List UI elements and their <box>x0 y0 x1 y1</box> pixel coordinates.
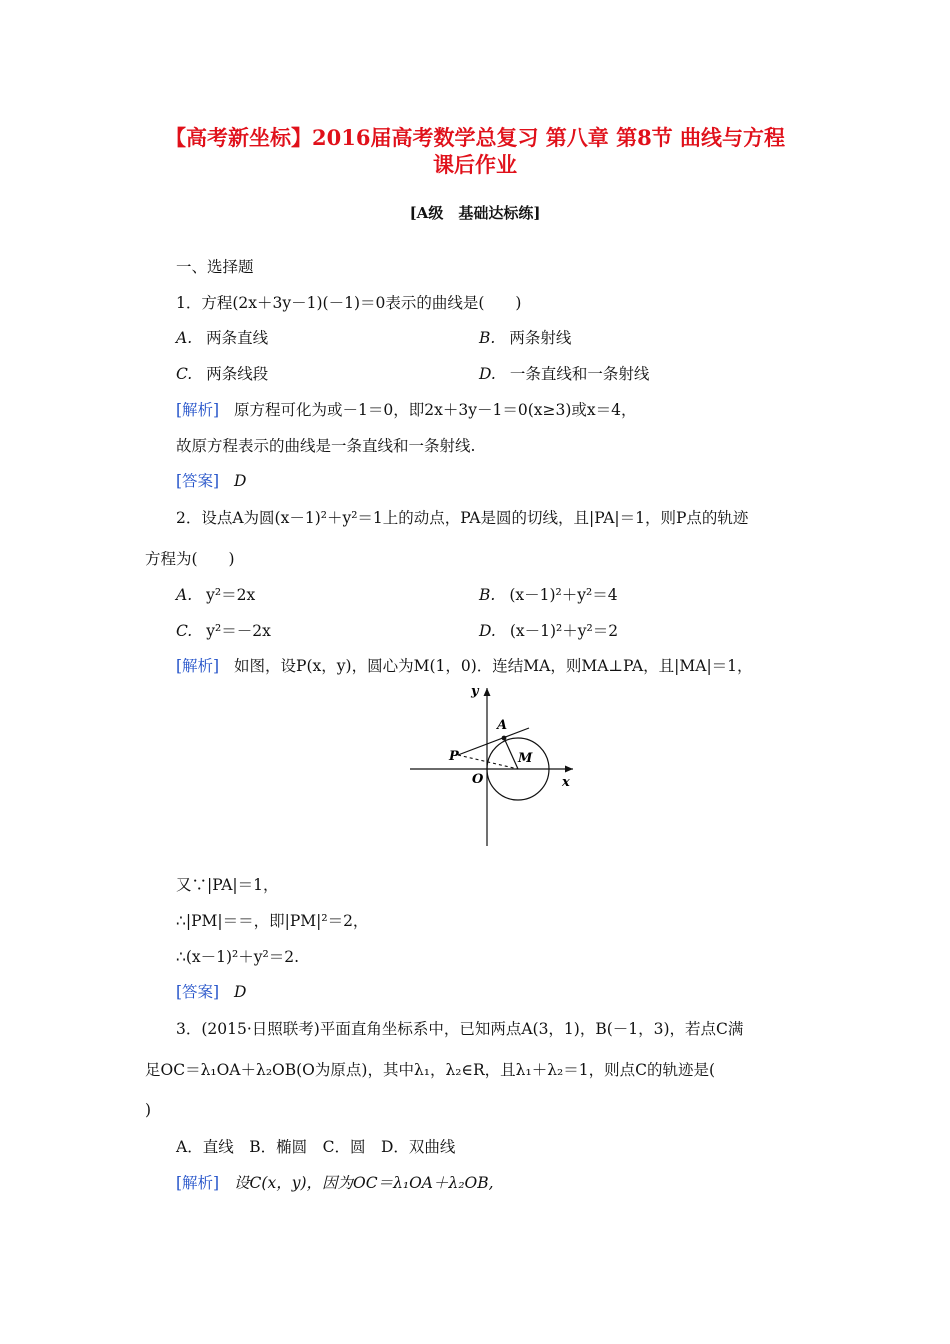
q3-stem-line3: ) <box>145 1101 152 1119</box>
q3-analysis-text: 设C(x，y)，因为OC＝λ₁OA＋λ₂OB, <box>234 1174 494 1192</box>
q1-option-d <box>479 363 649 385</box>
q2-analysis <box>176 655 753 677</box>
q2-stem-line2: 方程为( ) <box>145 550 235 568</box>
point-a <box>502 736 507 741</box>
q1-analysis-tag: [解析] <box>176 401 220 419</box>
q1-option-a-text: 两条直线 <box>206 329 269 347</box>
q1-option-b-text: 两条射线 <box>509 329 572 347</box>
q2-stem: 2．设点A为圆(x－1)²＋y²＝1上的动点，PA是圆的切线，且|PA|＝1，则P点的轨迹 <box>176 509 749 527</box>
x-axis-arrow <box>565 766 573 773</box>
q3-stem-line2: 足OC＝λ₁OA＋λ₂OB(O为原点)，其中λ₁，λ₂∈R，且λ₁＋λ₂＝1，则点C的轨迹是( <box>145 1061 716 1079</box>
q2-option-d-letter: D. <box>479 622 496 640</box>
q2-step-3: ∴(x－1)²＋y²＝2. <box>176 948 300 966</box>
q1-option-c-letter: C. <box>176 365 193 383</box>
q2-option-b-text: (x－1)²＋y²＝4 <box>509 586 618 604</box>
q2-answer-tag: [答案] <box>176 983 220 1001</box>
x-axis-label: x <box>562 775 570 790</box>
q1-option-a-letter: A. <box>176 329 193 347</box>
q2-option-b-letter: B. <box>479 586 496 604</box>
q1-option-c-text: 两条线段 <box>206 365 269 383</box>
level-heading: [A级 基础达标练] <box>409 204 541 222</box>
origin-label: O <box>472 772 484 787</box>
q2-answer <box>176 981 246 1003</box>
q2-option-c <box>176 620 271 642</box>
dashed-pm <box>458 755 518 769</box>
q1-option-d-text: 一条直线和一条射线 <box>509 365 650 383</box>
q1-option-d-letter: D. <box>479 365 496 383</box>
q1-option-b-letter: B. <box>479 329 496 347</box>
q3-options: A．直线 B．椭圆 C．圆 D．双曲线 <box>176 1138 456 1156</box>
q2-option-c-text: y²＝－2x <box>206 622 271 640</box>
q3-analysis-tag: [解析] <box>176 1174 220 1192</box>
figure-svg <box>405 682 585 850</box>
q1-stem: 1．方程(2x＋3y－1)(－1)＝0表示的曲线是( ) <box>176 294 522 312</box>
radius-ma <box>504 738 518 769</box>
q2-analysis-tag: [解析] <box>176 657 220 675</box>
q1-answer-value: D <box>234 472 247 490</box>
document-title-line2: 课后作业 <box>433 152 517 177</box>
circle-tangent-figure <box>405 682 585 850</box>
q2-option-a <box>176 584 255 606</box>
document-title: 【高考新坐标】2016届高考数学总复习 第八章 第8节 曲线与方程 <box>165 125 785 150</box>
q2-option-a-text: y²＝2x <box>206 586 256 604</box>
y-axis-arrow <box>484 688 491 696</box>
point-m-label: M <box>518 751 533 766</box>
q2-step-2: ∴|PM|＝＝，即|PM|²＝2， <box>176 912 369 930</box>
q1-option-c <box>176 363 268 385</box>
q3-analysis <box>176 1172 494 1194</box>
q1-option-b <box>479 327 571 349</box>
q1-answer-tag: [答案] <box>176 472 220 490</box>
q2-analysis-text: 如图，设P(x，y)，圆心为M(1，0)．连结MA，则MA⊥PA，且|MA|＝1， <box>234 657 753 675</box>
section-heading: 一、选择题 <box>176 258 254 276</box>
point-p-label: P <box>449 749 459 764</box>
point-a-label: A <box>497 718 508 733</box>
q1-analysis <box>176 399 637 421</box>
q2-answer-value: D <box>234 983 247 1001</box>
q2-option-a-letter: A. <box>176 586 193 604</box>
y-axis-label: y <box>471 684 479 699</box>
q1-analysis-line2: 故原方程表示的曲线是一条直线和一条射线. <box>176 437 476 455</box>
q2-step-1: 又∵|PA|＝1， <box>176 876 279 894</box>
q3-stem: 3．(2015·日照联考)平面直角坐标系中，已知两点A(3，1)，B(－1，3)，若点C满 <box>176 1020 744 1038</box>
q2-option-d-text: (x－1)²＋y²＝2 <box>509 622 619 640</box>
q1-answer <box>176 470 246 492</box>
q1-analysis-text: 原方程可化为或－1＝0，即2x＋3y－1＝0(x≥3)或x＝4， <box>234 401 637 419</box>
q2-option-c-letter: C. <box>176 622 193 640</box>
q2-option-b <box>479 584 618 606</box>
q1-option-a <box>176 327 268 349</box>
q2-option-d <box>479 620 618 642</box>
